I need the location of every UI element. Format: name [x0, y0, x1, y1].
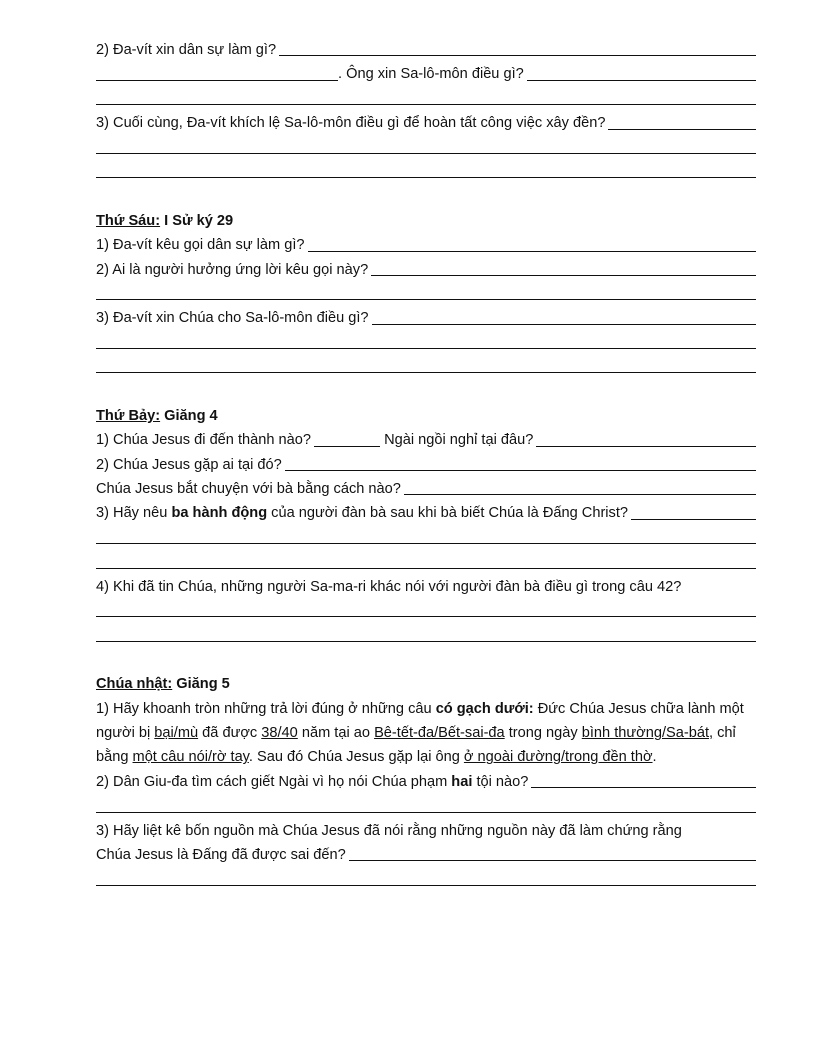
- choice-option[interactable]: ở ngoài đường/trong đền thờ: [463, 749, 653, 766]
- question-text: 1) Hãy khoanh tròn những trả lời đúng ở những câu: [96, 700, 436, 717]
- question-3-line: [96, 501, 756, 525]
- answer-line[interactable]: [96, 136, 756, 160]
- day-label: Chúa nhật:: [96, 676, 173, 693]
- question-emphasis: hai: [451, 773, 473, 790]
- question-text: . Sau đó Chúa Jesus gặp lại ông: [248, 749, 464, 766]
- question-text: Ngài ngồi nghỉ tại đâu?: [380, 432, 534, 449]
- question-text: 2) Chúa Jesus gặp ai tại đó?: [96, 456, 282, 473]
- scripture-reference: Giăng 5: [172, 676, 230, 693]
- choice-option[interactable]: 38/40: [261, 724, 298, 741]
- question-emphasis: có gạch dưới:: [435, 700, 534, 717]
- answer-blank[interactable]: [536, 446, 756, 447]
- question-text: 2) Đa-vít xin dân sự làm gì?: [96, 41, 277, 58]
- question-text: của người đàn bà sau khi bà biết Chúa là Đấng Christ?: [267, 505, 629, 522]
- question-text: 1) Đa-vít kêu gọi dân sự làm gì?: [96, 237, 305, 254]
- answer-line[interactable]: [96, 794, 756, 818]
- question-2-line-2: [96, 62, 756, 86]
- answer-line[interactable]: [96, 282, 756, 306]
- question-1-line: [96, 428, 756, 452]
- day-label: Thứ Bảy:: [96, 407, 161, 424]
- answer-line[interactable]: [96, 526, 756, 550]
- answer-line[interactable]: [96, 87, 756, 111]
- answer-line[interactable]: [96, 160, 756, 184]
- choice-option[interactable]: một câu nói/rờ tay: [132, 749, 249, 766]
- answer-blank[interactable]: [531, 787, 756, 788]
- section-heading-sunday: [96, 672, 756, 696]
- choice-option[interactable]: bại/mù: [154, 724, 199, 741]
- question-text: 3) Đa-vít xin Chúa cho Sa-lô-môn điều gì?: [96, 310, 369, 327]
- question-text: tội nào?: [472, 773, 529, 790]
- answer-blank[interactable]: [371, 275, 756, 276]
- question-text: Đức Chúa Jesus chữa lành một người bị: [96, 700, 744, 741]
- section-heading-friday: [96, 209, 756, 233]
- question-text: 3) Hãy liệt kê bốn nguồn mà Chúa Jesus đã nói rằng những nguồn này đã làm chứng rằng: [96, 822, 682, 839]
- answer-line[interactable]: [96, 867, 756, 891]
- question-text: năm tại ao: [297, 724, 375, 741]
- spacer: [96, 184, 756, 208]
- answer-line[interactable]: [96, 331, 756, 355]
- question-2-line: [96, 770, 756, 794]
- answer-blank[interactable]: [349, 860, 756, 861]
- question-text: 3) Hãy nêu: [96, 505, 172, 522]
- choice-option[interactable]: Bê-tết-đa/Bết-sai-đa: [374, 724, 505, 741]
- answer-line[interactable]: [96, 355, 756, 379]
- question-text: Chúa Jesus là Đấng đã được sai đến?: [96, 846, 346, 863]
- answer-blank[interactable]: [404, 494, 756, 495]
- scripture-reference: I Sử ký 29: [160, 212, 234, 229]
- answer-blank[interactable]: [308, 251, 756, 252]
- answer-line[interactable]: [96, 623, 756, 647]
- day-label: Thứ Sáu:: [96, 212, 161, 229]
- question-text: 2) Dân Giu-đa tìm cách giết Ngài vì họ nói Chúa phạm: [96, 773, 452, 790]
- question-text: chỉ bằng: [96, 724, 736, 766]
- question-3-line-2: [96, 843, 756, 867]
- scripture-reference: Giăng 4: [160, 407, 218, 424]
- question-3-line: [96, 306, 756, 330]
- question-1-paragraph: [96, 697, 756, 770]
- answer-blank[interactable]: [608, 129, 756, 130]
- question-text: trong ngày: [504, 724, 582, 741]
- answer-blank[interactable]: [279, 55, 756, 56]
- answer-blank[interactable]: [285, 470, 756, 471]
- section-heading-saturday: [96, 404, 756, 428]
- answer-blank[interactable]: [372, 324, 756, 325]
- spacer: [96, 379, 756, 403]
- question-3-line: [96, 111, 756, 135]
- question-emphasis: ba hành động: [171, 505, 268, 522]
- question-text: 1) Chúa Jesus đi đến thành nào?: [96, 432, 312, 449]
- question-2-line: [96, 453, 756, 477]
- question-text: đã được: [198, 724, 262, 741]
- question-text: 3) Cuối cùng, Đa-vít khích lệ Sa-lô-môn điều gì để hoàn tất công việc xây đền?: [96, 115, 606, 132]
- question-2-line: [96, 258, 756, 282]
- question-text: Chúa Jesus bắt chuyện với bà bằng cách nào?: [96, 481, 401, 498]
- choice-option[interactable]: bình thường/Sa-bát,: [581, 724, 714, 741]
- answer-blank[interactable]: [96, 80, 338, 81]
- question-2-line-2: [96, 477, 756, 501]
- question-text: .: [652, 749, 657, 766]
- question-text: 4) Khi đã tin Chúa, những người Sa-ma-ri khác nói với người đàn bà điều gì trong câu 42?: [96, 578, 682, 595]
- worksheet-page: [96, 38, 756, 892]
- answer-blank[interactable]: [631, 519, 756, 520]
- question-4-line: [96, 575, 756, 599]
- answer-blank[interactable]: [527, 80, 756, 81]
- question-text: 2) Ai là người hưởng ứng lời kêu gọi này?: [96, 261, 369, 278]
- question-2-line-1: [96, 38, 756, 62]
- answer-line[interactable]: [96, 599, 756, 623]
- question-text: . Ông xin Sa-lô-môn điều gì?: [338, 66, 524, 83]
- spacer: [96, 648, 756, 672]
- answer-line[interactable]: [96, 550, 756, 574]
- answer-blank[interactable]: [314, 446, 380, 447]
- question-3-line-1: [96, 819, 756, 843]
- question-1-line: [96, 233, 756, 257]
